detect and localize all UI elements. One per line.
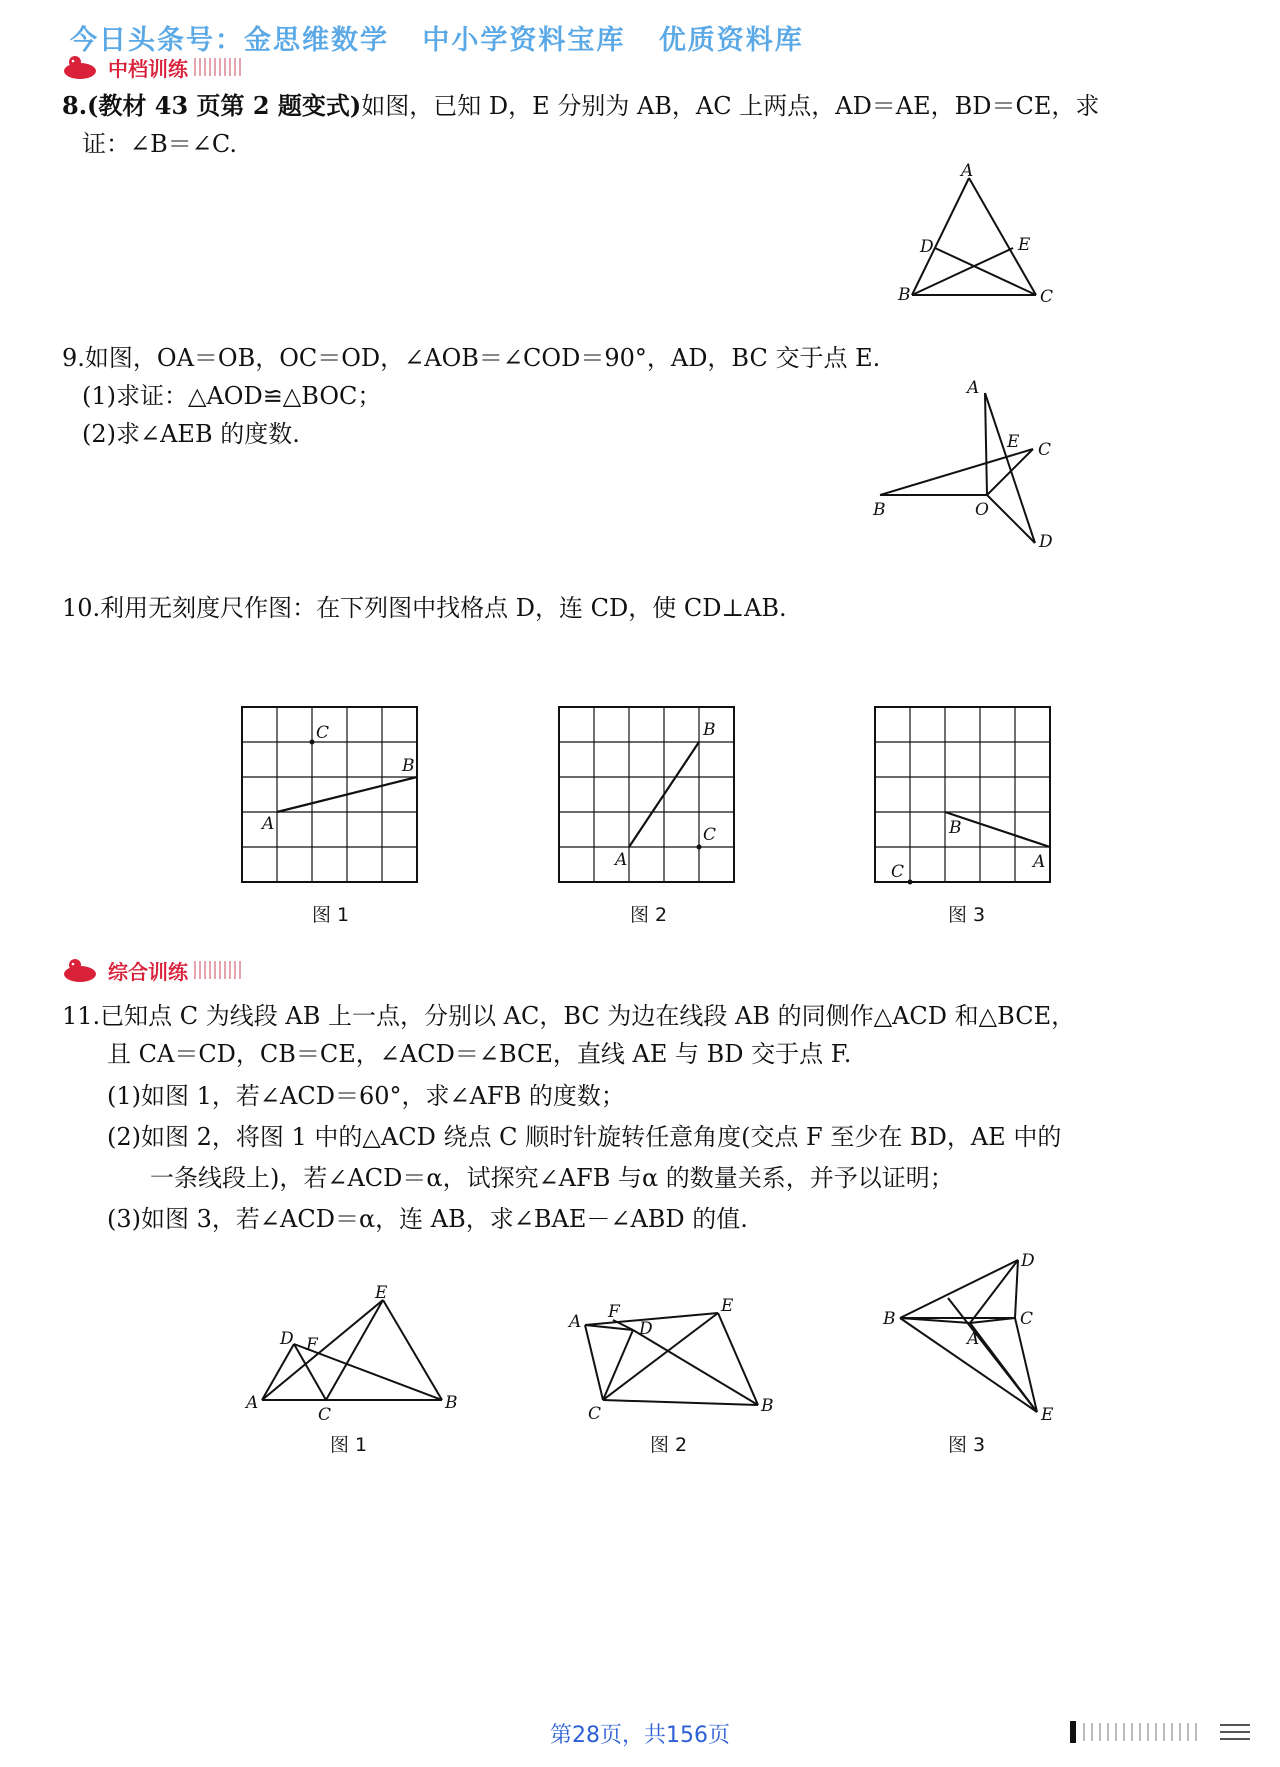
label-a: A bbox=[615, 850, 628, 870]
stripes-decoration bbox=[194, 961, 244, 979]
label-f: F bbox=[608, 1302, 620, 1322]
label-c: C bbox=[588, 1404, 602, 1424]
label-e: E bbox=[1007, 432, 1020, 452]
caption-q11-fig-3: 图 3 bbox=[948, 1434, 986, 1456]
label-c: C bbox=[318, 1405, 332, 1420]
segment-ad bbox=[985, 393, 1035, 543]
question-8-line-2: 证：∠B＝∠C. bbox=[82, 130, 237, 158]
lion-seal-icon bbox=[62, 957, 98, 983]
question-10-line-1: 10.利用无刻度尺作图：在下列图中找格点 D，连 CD，使 CD⊥AB. bbox=[62, 594, 787, 622]
stripes-decoration bbox=[194, 58, 244, 76]
label-b: B bbox=[873, 500, 886, 520]
point-c bbox=[697, 845, 702, 850]
point-c bbox=[310, 740, 315, 745]
segment-ao bbox=[985, 393, 987, 495]
question-8-text: 如图，已知 D，E 分别为 AB，AC 上两点，AD＝AE，BD＝CE，求 bbox=[361, 92, 1100, 120]
label-b: B bbox=[898, 285, 911, 305]
label-d: D bbox=[639, 1319, 653, 1339]
question-8-line-1 bbox=[62, 86, 1099, 126]
segment-dc bbox=[935, 248, 1036, 295]
page-indicator: 第28页，共156页 bbox=[550, 1723, 730, 1748]
label-e: E bbox=[1041, 1405, 1054, 1425]
label-c: C bbox=[1020, 1309, 1034, 1329]
label-c: C bbox=[316, 723, 330, 743]
label-c: C bbox=[1040, 287, 1054, 307]
label-d: D bbox=[920, 237, 934, 257]
label-b: B bbox=[761, 1396, 774, 1416]
label-c: C bbox=[1038, 440, 1052, 460]
section-header-comprehensive bbox=[62, 955, 244, 985]
question-9-figure bbox=[865, 375, 1065, 555]
watermark-part: 优质资料库 bbox=[658, 25, 804, 56]
question-11-part-2: (2)如图 2，将图 1 中的△ACD 绕点 C 顺时针旋转任意角度(交点 F 至少在 BD，AE 中的 bbox=[107, 1123, 1062, 1151]
page-slider-icon[interactable] bbox=[1070, 1717, 1260, 1747]
label-a: A bbox=[262, 814, 275, 834]
section-header-medium bbox=[62, 52, 244, 82]
label-c: C bbox=[891, 862, 905, 882]
section-title: 中档训练 bbox=[108, 56, 188, 81]
watermark-part: 今日头条号：金思维数学 bbox=[70, 25, 389, 56]
label-c: C bbox=[703, 825, 717, 845]
question-9-part-2: (2)求∠AEB 的度数. bbox=[82, 420, 300, 448]
caption-q11-fig-2: 图 2 bbox=[650, 1434, 688, 1456]
question-10-grid-3 bbox=[873, 705, 1058, 890]
label-a: A bbox=[569, 1312, 582, 1332]
question-11-part-2-cont: 一条线段上)，若∠ACD＝α，试探究∠AFB 与α 的数量关系，并予以证明； bbox=[150, 1164, 954, 1192]
label-d: D bbox=[1021, 1251, 1035, 1271]
question-9-line-1: 9.如图，OA＝OB，OC＝OD，∠AOB＝∠COD＝90°，AD，BC 交于点 E. bbox=[62, 344, 881, 372]
question-11-figure-2 bbox=[563, 1285, 783, 1425]
label-e: E bbox=[721, 1296, 734, 1316]
label-b: B bbox=[703, 720, 716, 740]
point-c bbox=[908, 880, 913, 885]
watermark-part: 中小学资料宝库 bbox=[422, 25, 626, 56]
label-d: D bbox=[1039, 532, 1053, 552]
label-b: B bbox=[949, 818, 962, 838]
label-a: A bbox=[246, 1393, 259, 1413]
label-d: D bbox=[280, 1329, 294, 1349]
caption-grid-2: 图 2 bbox=[630, 904, 668, 926]
section-title: 综合训练 bbox=[108, 959, 188, 984]
label-b: B bbox=[402, 756, 415, 776]
label-a: A bbox=[967, 378, 980, 398]
label-b: B bbox=[445, 1393, 458, 1413]
question-10-grid-1 bbox=[240, 705, 425, 890]
caption-grid-3: 图 3 bbox=[948, 904, 986, 926]
label-e: E bbox=[1018, 235, 1031, 255]
caption-grid-1: 图 1 bbox=[312, 904, 350, 926]
label-b: B bbox=[883, 1309, 896, 1329]
label-a: A bbox=[961, 161, 974, 181]
label-e: E bbox=[375, 1283, 388, 1303]
caption-q11-fig-1: 图 1 bbox=[330, 1434, 368, 1456]
question-11-line-2: 且 CA＝CD，CB＝CE，∠ACD＝∠BCE，直线 AE 与 BD 交于点 F. bbox=[107, 1040, 852, 1068]
label-a: A bbox=[967, 1329, 980, 1349]
label-a: A bbox=[1033, 852, 1046, 872]
question-11-figure-3 bbox=[875, 1240, 1075, 1425]
question-8-source: 8.(教材 43 页第 2 题变式) bbox=[62, 91, 362, 120]
question-9-part-1: (1)求证：△AOD≌△BOC； bbox=[82, 382, 382, 410]
question-11-part-1: (1)如图 1，若∠ACD＝60°，求∠AFB 的度数； bbox=[107, 1082, 625, 1110]
question-11-figure-1 bbox=[240, 1280, 470, 1420]
label-f: F bbox=[306, 1335, 318, 1355]
question-8-figure bbox=[890, 160, 1070, 310]
question-11-part-3: (3)如图 3，若∠ACD＝α，连 AB，求∠BAE－∠ABD 的值. bbox=[107, 1205, 748, 1233]
lion-seal-icon bbox=[62, 54, 98, 80]
question-10-grid-2 bbox=[557, 705, 742, 890]
question-11-line-1: 11.已知点 C 为线段 AB 上一点，分别以 AC，BC 为边在线段 AB 的同侧作△ACD 和△BCE， bbox=[62, 1002, 1076, 1030]
label-o: O bbox=[975, 500, 989, 520]
